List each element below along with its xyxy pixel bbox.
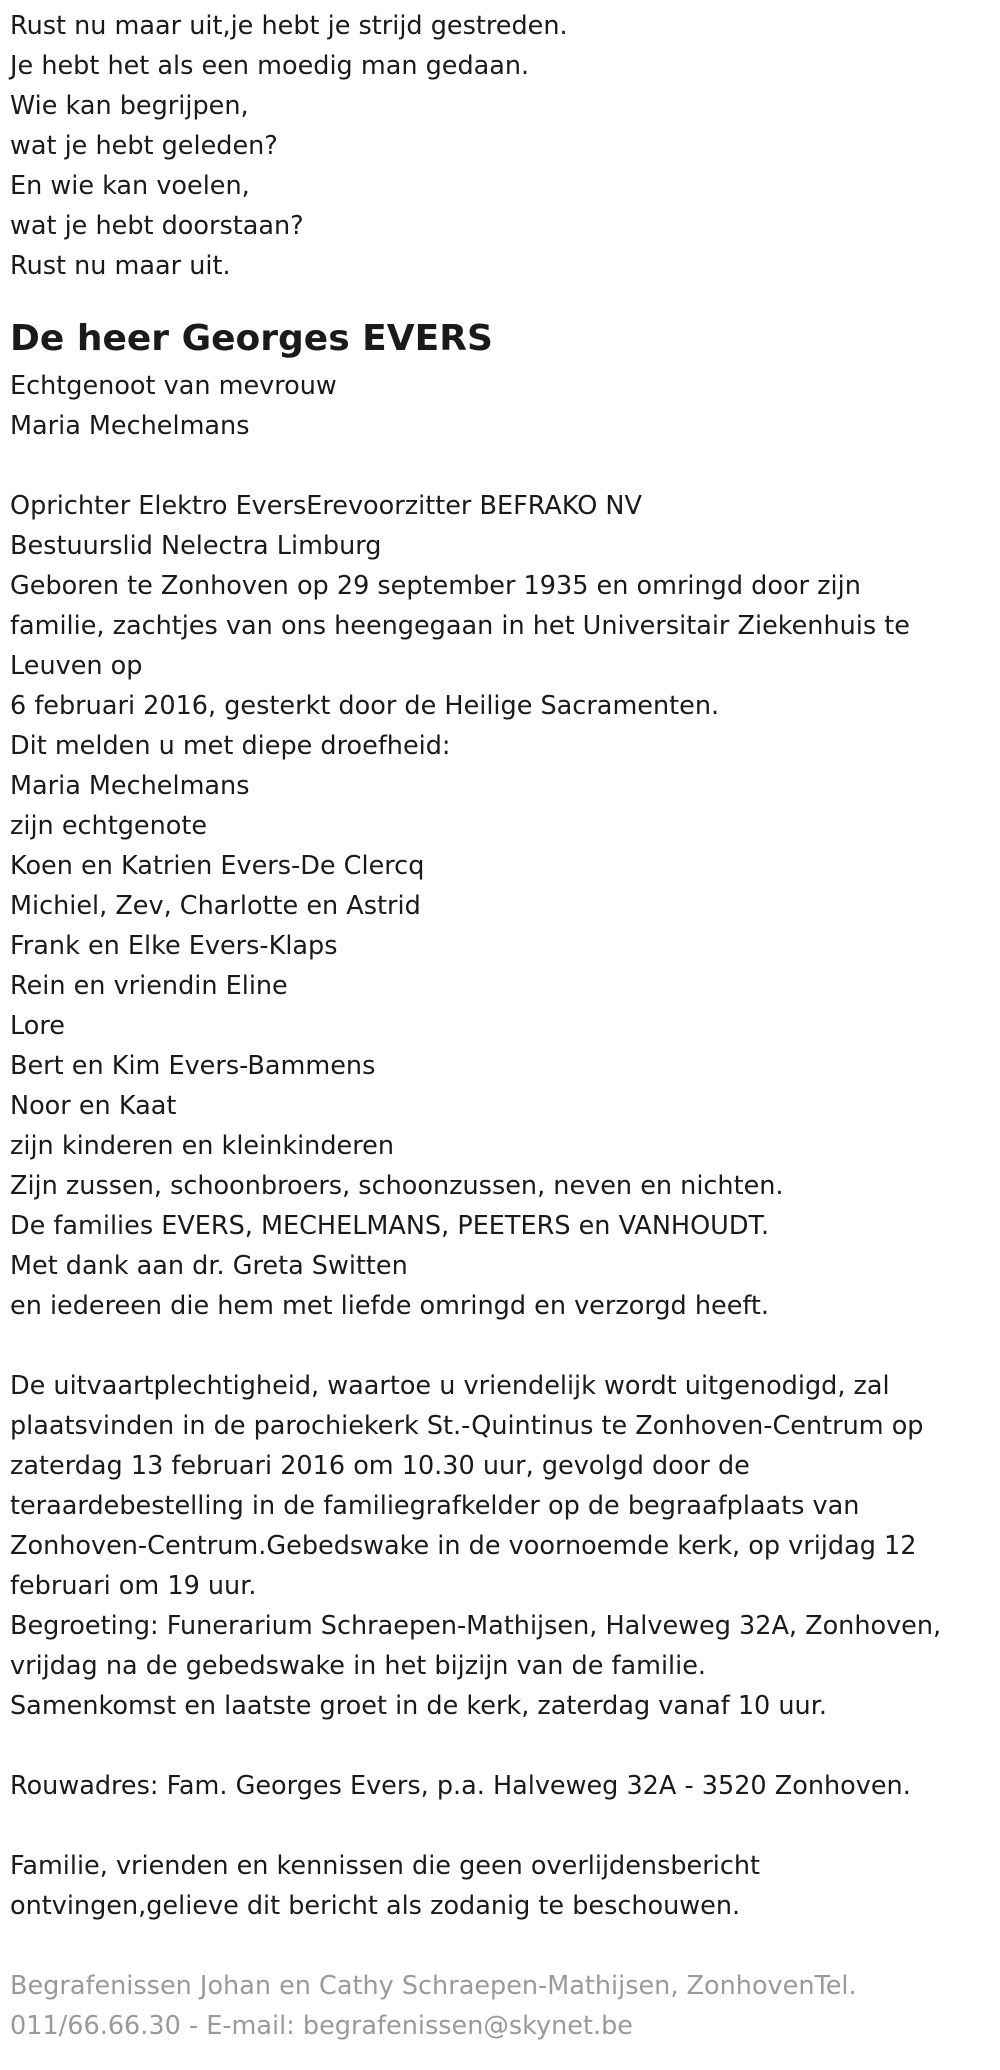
funeral-home-footer <box>10 1966 990 2046</box>
family-line: Michiel, Zev, Charlotte en Astrid <box>10 891 421 921</box>
funeral-line: februari om 19 uur. <box>10 1571 257 1601</box>
family-line: Frank en Elke Evers-Klaps <box>10 931 338 961</box>
announcement-body <box>10 486 990 1326</box>
poem-line: wat je hebt doorstaan? <box>10 211 304 241</box>
poem-line: Rust nu maar uit,je hebt je strijd gestreden. <box>10 11 568 41</box>
funeral-line: vrijdag na de gebedswake in het bijzijn van de familie. <box>10 1651 707 1681</box>
poem <box>10 6 990 286</box>
funeral-details <box>10 1366 990 1726</box>
thanks-line: en iedereen die hem met liefde omringd en verzorgd heeft. <box>10 1291 770 1321</box>
footer-line: 011/66.66.30 - E-mail: begrafenissen@skynet.be <box>10 2011 633 2041</box>
body-line: Leuven op <box>10 651 143 681</box>
spacer <box>10 446 990 486</box>
poem-line: wat je hebt geleden? <box>10 131 278 161</box>
family-line: zijn kinderen en kleinkinderen <box>10 1131 394 1161</box>
funeral-line: teraardebestelling in de familiegrafkelder op de begraafplaats van <box>10 1491 860 1521</box>
notice-line: ontvingen,gelieve dit bericht als zodanig te beschouwen. <box>10 1891 741 1921</box>
body-line: Dit melden u met diepe droefheid: <box>10 731 451 761</box>
family-line: Noor en Kaat <box>10 1091 177 1121</box>
family-line: Rein en vriendin Eline <box>10 971 288 1001</box>
family-line: Maria Mechelmans <box>10 771 250 801</box>
family-line: zijn echtgenote <box>10 811 208 841</box>
body-line: Geboren te Zonhoven op 29 september 1935 en omringd door zijn <box>10 571 861 601</box>
deceased-name: De heer Georges EVERS <box>10 318 493 359</box>
body-line: Bestuurslid Nelectra Limburg <box>10 531 382 561</box>
poem-line: Je hebt het als een moedig man gedaan. <box>10 51 530 81</box>
family-line: Koen en Katrien Evers-De Clercq <box>10 851 425 881</box>
notice-line: Familie, vrienden en kennissen die geen overlijdensbericht <box>10 1851 760 1881</box>
poem-line: Wie kan begrijpen, <box>10 91 249 121</box>
body-line: familie, zachtjes van ons heengegaan in het Universitair Ziekenhuis te <box>10 611 910 641</box>
spouse-line: Echtgenoot van mevrouw <box>10 371 337 401</box>
funeral-line: De uitvaartplechtigheid, waartoe u vriendelijk wordt uitgenodigd, zal <box>10 1371 890 1401</box>
poem-line: Rust nu maar uit. <box>10 251 231 281</box>
thanks-line: Met dank aan dr. Greta Switten <box>10 1251 408 1281</box>
funeral-line: Samenkomst en laatste groet in de kerk, zaterdag vanaf 10 uur. <box>10 1691 827 1721</box>
poem-line: En wie kan voelen, <box>10 171 250 201</box>
mourning-address: Rouwadres: Fam. Georges Evers, p.a. Halveweg 32A - 3520 Zonhoven. <box>10 1771 911 1801</box>
notice <box>10 1846 990 1926</box>
family-line: Bert en Kim Evers-Bammens <box>10 1051 376 1081</box>
family-line: Zijn zussen, schoonbroers, schoonzussen, neven en nichten. <box>10 1171 784 1201</box>
funeral-line: Begroeting: Funerarium Schraepen-Mathijsen, Halveweg 32A, Zonhoven, <box>10 1611 942 1641</box>
footer-line: Begrafenissen Johan en Cathy Schraepen-Mathijsen, ZonhovenTel. <box>10 1971 857 2001</box>
funeral-line: plaatsvinden in de parochiekerk St.-Quintinus te Zonhoven-Centrum op <box>10 1411 924 1441</box>
spacer <box>10 1806 990 1846</box>
funeral-line: zaterdag 13 februari 2016 om 10.30 uur, gevolgd door de <box>10 1451 750 1481</box>
funeral-line: Zonhoven-Centrum.Gebedswake in de voornoemde kerk, op vrijdag 12 <box>10 1531 917 1561</box>
body-line: Oprichter Elektro EversErevoorzitter BEFRAKO NV <box>10 491 642 521</box>
spacer <box>10 1726 990 1766</box>
body-line: 6 februari 2016, gesterkt door de Heilige Sacramenten. <box>10 691 720 721</box>
family-line: Lore <box>10 1011 65 1041</box>
family-line: De families EVERS, MECHELMANS, PEETERS en VANHOUDT. <box>10 1211 770 1241</box>
spouse-name: Maria Mechelmans <box>10 411 250 441</box>
spacer <box>10 1326 990 1366</box>
